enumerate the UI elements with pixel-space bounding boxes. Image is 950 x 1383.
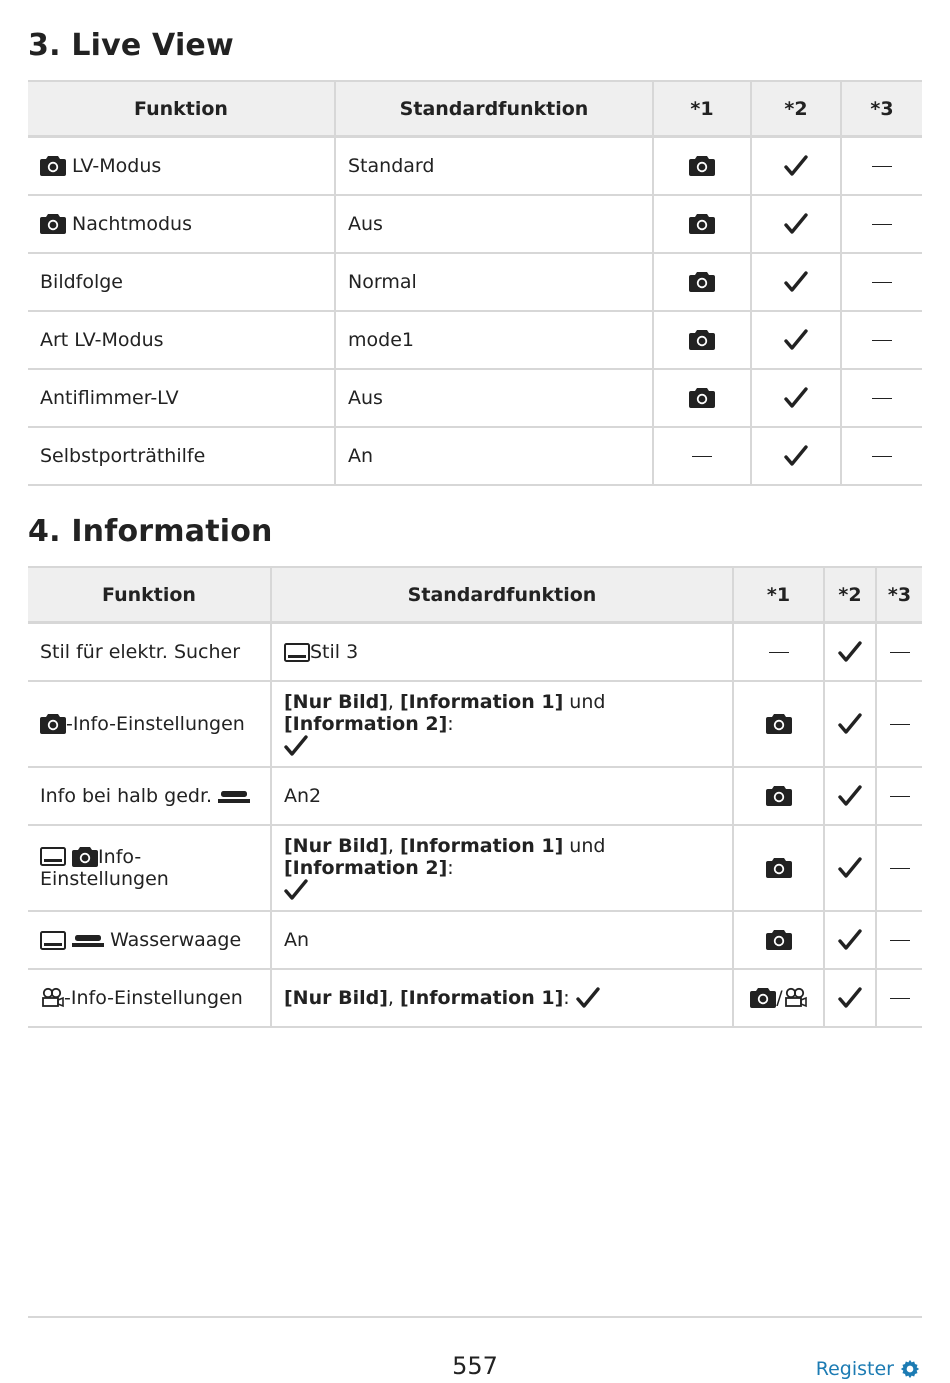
camera-icon <box>689 271 715 293</box>
function-cell: Art LV-Modus <box>28 311 335 369</box>
check-icon <box>784 213 808 235</box>
function-cell <box>28 137 335 196</box>
monitor-icon <box>40 931 66 951</box>
function-cell <box>28 969 271 1027</box>
dash-icon <box>890 724 910 726</box>
check-icon <box>784 155 808 177</box>
function-cell: Antiflimmer-LV <box>28 369 335 427</box>
default-cell: Normal <box>335 253 653 311</box>
column-header: Standardfunktion <box>271 567 733 623</box>
function-cell <box>28 681 271 767</box>
check-icon <box>784 329 808 351</box>
function-label: Info bei halb gedr. <box>40 785 213 807</box>
camera-icon <box>766 713 792 735</box>
page-number: 557 <box>452 1352 498 1380</box>
function-label: -Info-Einstellungen <box>64 986 243 1009</box>
default-cell: An <box>335 427 653 485</box>
table-row <box>28 311 922 369</box>
dash-icon <box>890 998 910 1000</box>
camera-icon <box>689 213 715 235</box>
section-title-live-view: 3. Live View <box>28 28 234 63</box>
camera-icon <box>766 857 792 879</box>
check-icon <box>838 987 862 1009</box>
function-label: Nachtmodus <box>72 212 192 235</box>
column-header: *3 <box>841 81 922 137</box>
check-icon <box>784 271 808 293</box>
dash-icon <box>872 340 892 342</box>
check-icon <box>784 387 808 409</box>
default-value: Stil 3 <box>310 641 359 663</box>
shutter-button-icon <box>72 934 104 948</box>
monitor-icon <box>284 643 310 663</box>
table-row <box>28 623 922 682</box>
movie-icon <box>783 987 807 1009</box>
movie-icon <box>40 987 64 1009</box>
default-cell: Aus <box>335 369 653 427</box>
function-label: LV-Modus <box>72 154 162 177</box>
table-row <box>28 767 922 825</box>
section-title-information: 4. Information <box>28 514 273 549</box>
check-icon <box>838 713 862 735</box>
shutter-button-icon <box>218 790 250 804</box>
dash-icon <box>890 868 910 870</box>
camera-icon <box>750 987 776 1009</box>
table-header-row <box>28 81 922 137</box>
column-header: *2 <box>751 81 841 137</box>
function-label: Info-Einstellungen <box>40 845 169 891</box>
camera-icon <box>689 387 715 409</box>
function-cell: Selbstporträthilfe <box>28 427 335 485</box>
dash-icon <box>890 940 910 942</box>
check-icon <box>838 929 862 951</box>
camera-icon <box>766 929 792 951</box>
check-icon <box>838 641 862 663</box>
information-table <box>28 566 922 1028</box>
table-row <box>28 681 922 767</box>
table-row <box>28 911 922 969</box>
dash-icon <box>890 652 910 654</box>
function-cell <box>28 911 271 969</box>
camera-icon <box>689 329 715 351</box>
column-header: Standardfunktion <box>335 81 653 137</box>
table-row <box>28 253 922 311</box>
dash-icon <box>872 282 892 284</box>
register-label[interactable]: Register <box>815 1358 894 1380</box>
function-label: Wasserwaage <box>110 929 242 951</box>
table-row <box>28 137 922 196</box>
camera-icon <box>40 155 66 177</box>
column-header: Funktion <box>28 567 271 623</box>
table-row <box>28 825 922 911</box>
check-icon <box>838 785 862 807</box>
default-cell: Standard <box>335 137 653 196</box>
function-cell: Stil für elektr. Sucher <box>28 623 271 682</box>
camera-icon <box>40 713 66 735</box>
check-icon <box>284 735 308 757</box>
table-row <box>28 369 922 427</box>
gear-icon[interactable] <box>900 1359 920 1379</box>
default-cell: [Nur Bild], [Information 1]: <box>271 969 733 1027</box>
table-header-row <box>28 567 922 623</box>
default-cell: mode1 <box>335 311 653 369</box>
monitor-icon <box>40 847 66 867</box>
default-cell: Aus <box>335 195 653 253</box>
camera-icon <box>72 846 98 868</box>
column-header: Funktion <box>28 81 335 137</box>
dash-icon <box>872 456 892 458</box>
check-icon <box>576 987 600 1009</box>
dash-icon <box>890 796 910 798</box>
function-cell <box>28 195 335 253</box>
check-icon <box>784 445 808 467</box>
dash-icon <box>872 398 892 400</box>
dash-icon <box>692 456 712 458</box>
table-row <box>28 195 922 253</box>
check-icon <box>284 879 308 901</box>
default-cell: An2 <box>271 767 733 825</box>
column-header: *1 <box>653 81 751 137</box>
dash-icon <box>769 652 789 654</box>
default-cell: An <box>271 911 733 969</box>
function-cell: Bildfolge <box>28 253 335 311</box>
function-label: -Info-Einstellungen <box>66 712 245 735</box>
column-header: *1 <box>733 567 824 623</box>
function-cell <box>28 767 271 825</box>
column-header: *2 <box>824 567 876 623</box>
table-row: -Info-Einstellungen [Nur Bild], [Information 1]: / <box>28 969 922 1027</box>
footer-divider <box>28 1316 922 1318</box>
function-cell <box>28 825 271 911</box>
default-cell: [Nur Bild], [Information 1] und [Information 2]: <box>271 681 733 767</box>
camera-icon <box>766 785 792 807</box>
column-header: *3 <box>876 567 922 623</box>
camera-icon <box>689 155 715 177</box>
default-cell <box>271 623 733 682</box>
check-icon <box>838 857 862 879</box>
register-link[interactable] <box>816 1358 920 1380</box>
live-view-table <box>28 80 922 486</box>
camera-icon <box>40 213 66 235</box>
dash-icon <box>872 166 892 168</box>
dash-icon <box>872 224 892 226</box>
default-cell: [Nur Bild], [Information 1] und [Information 2]: <box>271 825 733 911</box>
table-row <box>28 427 922 485</box>
